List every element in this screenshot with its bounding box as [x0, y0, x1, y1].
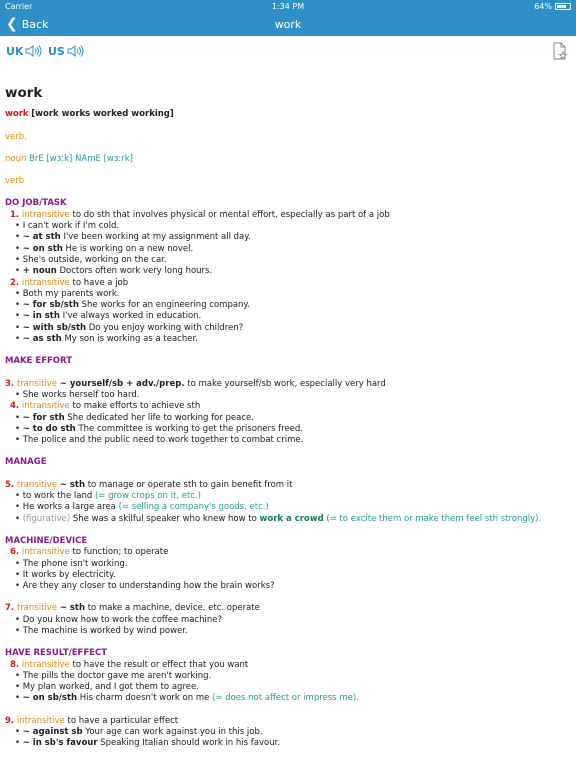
example-sentence	[5, 682, 571, 693]
definition-text: to have the result or effect that you want	[72, 659, 249, 670]
example-text: to work the land	[22, 491, 93, 502]
sense-definition	[5, 210, 571, 221]
pos-verb-label-2: verb	[5, 176, 25, 187]
definition-text: to manage or operate sth to gain benefit from it	[87, 479, 293, 490]
section-heading: HAVE RESULT/EFFECT	[5, 648, 108, 659]
sense-number: 6.	[10, 547, 20, 558]
status-bar	[0, 0, 576, 14]
example-text: The committee is working to get the prisoners freed.	[78, 423, 304, 434]
example-sentence	[5, 334, 571, 345]
speaker-icon	[25, 44, 43, 58]
sense-sections	[5, 198, 571, 749]
definition-text: to function; to operate	[72, 547, 169, 558]
grammar-pattern: ~ sth	[59, 603, 85, 614]
example-text: Your age can work against you in this job.	[85, 727, 263, 738]
example-sentence	[5, 424, 571, 435]
battery-indicator	[534, 2, 571, 11]
grammar-pattern: ~ yourself/sb + adv./prep.	[59, 378, 185, 389]
collocation-pattern: ~ in sb's favour	[22, 738, 98, 749]
sense-number: 5.	[5, 479, 15, 490]
speaker-icon	[67, 44, 85, 58]
example-text: It works by electricity.	[22, 569, 116, 580]
battery-fill	[557, 5, 566, 8]
sense-definition	[5, 401, 571, 412]
collocation-pattern: ~ at sth	[22, 232, 61, 243]
grammar-label: transitive	[16, 479, 58, 490]
word-forms	[5, 109, 571, 120]
example-sentence	[5, 300, 571, 311]
example-sentence	[5, 289, 571, 300]
example-sentence	[5, 435, 571, 446]
grammar-label: intransitive	[21, 547, 70, 558]
uk-label: UK	[6, 44, 24, 58]
collocation-pattern: ~ as sth	[22, 334, 62, 345]
grammar-label: intransitive	[21, 659, 70, 670]
collocation-pattern: ~ against sb	[22, 727, 83, 738]
example-text: I can't work if I'm cold.	[22, 221, 120, 232]
collocation-pattern: ~ on sth	[22, 243, 63, 254]
example-sentence	[5, 491, 571, 502]
chevron-left-icon: ❮	[6, 16, 18, 32]
us-label: US	[48, 44, 65, 58]
noun-pronunciation	[5, 154, 571, 165]
example-sentence	[5, 255, 571, 266]
example-text: She dedicated her life to working for peace.	[67, 412, 254, 423]
gloss-text: (= to excite them or make them feel sth strongly).	[326, 513, 542, 524]
section	[5, 457, 571, 524]
sense-definition	[5, 603, 571, 614]
example-sentence	[5, 244, 571, 255]
sense-definition	[5, 547, 571, 558]
sense-definition	[5, 278, 571, 289]
sense-number: 7.	[5, 603, 15, 614]
definition-text: to make efforts to achieve sth	[72, 401, 201, 412]
example-sentence	[5, 615, 571, 626]
example-sentence	[5, 671, 571, 682]
example-sentence	[5, 232, 571, 243]
definition-text: to do sth that involves physical or mental effort, especially as part of a job	[72, 209, 390, 220]
example-text: The phone isn't working.	[22, 558, 128, 569]
example-sentence	[5, 390, 571, 401]
page-title: work	[274, 18, 302, 31]
noun-phonetic: BrE [wɜːk] NAmE [wɜːrk]	[29, 153, 133, 164]
example-text: I've been working at my assignment all day.	[63, 232, 251, 243]
idiom-phrase: work a crowd	[259, 513, 324, 524]
grammar-pattern: ~ sth	[59, 479, 85, 490]
grammar-label: intransitive	[21, 277, 70, 288]
sense-number: 9.	[5, 715, 15, 726]
example-text: Are they any closer to understanding how the brain works?	[22, 581, 275, 592]
sense-definition	[5, 660, 571, 671]
collocation-pattern: + noun	[22, 266, 57, 277]
pronunciation-bar	[0, 36, 576, 66]
entry-content	[0, 85, 576, 750]
battery-icon	[555, 3, 571, 10]
example-sentence	[5, 323, 571, 334]
sense-definition	[5, 480, 571, 491]
gloss-text: (= selling a company's goods, etc.)	[118, 502, 269, 513]
clock: 1:34 PM	[271, 2, 305, 11]
sense-definition	[5, 379, 571, 390]
register-label: (figurative)	[22, 513, 71, 524]
section	[5, 648, 571, 749]
collocation-pattern: ~ on sb/sth	[22, 693, 78, 704]
document-star-button[interactable]	[552, 42, 568, 64]
section	[5, 198, 571, 345]
grammar-label: transitive	[16, 603, 58, 614]
example-text: The police and the public need to work together to combat crime.	[22, 435, 304, 446]
collocation-pattern: ~ in sth	[22, 311, 60, 322]
section	[5, 356, 571, 446]
pos-verb-label: verb,	[5, 131, 27, 142]
example-sentence	[5, 502, 571, 513]
sense-number: 4.	[10, 401, 20, 412]
definition-text: to have a job	[72, 277, 129, 288]
definition-text: to make a machine, device, etc. operate	[87, 603, 260, 614]
example-sentence	[5, 514, 571, 525]
example-sentence	[5, 626, 571, 637]
example-text: Doctors often work very long hours.	[59, 266, 213, 277]
example-text: Both my parents work.	[22, 288, 120, 299]
example-text: The machine is worked by wind power.	[22, 625, 188, 636]
sense-number: 8.	[10, 659, 20, 670]
example-text: She was a skilful speaker who knew how to	[72, 513, 257, 524]
example-sentence	[5, 221, 571, 232]
example-text: My plan worked, and I got them to agree.	[22, 682, 199, 693]
sense-number: 3.	[5, 378, 15, 389]
carrier-label: Carrier	[5, 2, 33, 11]
example-sentence	[5, 570, 571, 581]
section-heading: DO JOB/TASK	[5, 198, 67, 209]
uk-pronunciation-button[interactable]	[6, 44, 43, 58]
forms-list: [work works worked working]	[31, 109, 174, 120]
example-text: Speaking Italian should work in his favour.	[100, 738, 281, 749]
section-heading: MANAGE	[5, 457, 47, 468]
collocation-pattern: ~ to do sth	[22, 423, 76, 434]
sense-number: 1.	[10, 209, 20, 220]
example-text: His charm doesn't work on me	[79, 693, 210, 704]
example-text: My son is working as a teacher.	[64, 334, 198, 345]
example-sentence	[5, 738, 571, 749]
navigation-bar	[0, 14, 576, 36]
collocation-pattern: ~ for sb/sth	[22, 300, 79, 311]
sense-number: 2.	[10, 277, 20, 288]
collocation-pattern: ~ with sb/sth	[22, 322, 87, 333]
example-sentence	[5, 581, 571, 592]
example-text: He works a large area	[22, 502, 116, 513]
headword: work	[5, 85, 43, 101]
example-sentence	[5, 727, 571, 738]
grammar-label: transitive	[16, 378, 58, 389]
gloss-text: (= does not affect or impress me).	[212, 693, 359, 704]
example-sentence	[5, 559, 571, 570]
document-star-icon	[552, 42, 568, 60]
example-text: He is working on a new novel.	[65, 243, 194, 254]
section	[5, 536, 571, 637]
example-text: Do you enjoy working with children?	[88, 322, 244, 333]
grammar-label: intransitive	[21, 209, 70, 220]
definition-text: to have a particular effect	[67, 715, 179, 726]
example-text: She works for an engineering company.	[81, 300, 250, 311]
battery-percent: 64%	[534, 2, 552, 11]
example-sentence	[5, 413, 571, 424]
example-sentence	[5, 693, 571, 704]
example-text: She works herself too hard.	[22, 389, 140, 400]
forms-word: work	[5, 109, 29, 120]
collocation-pattern: ~ for sth	[22, 412, 65, 423]
example-text: The pills the doctor gave me aren't working.	[22, 670, 212, 681]
section-heading: MAKE EFFORT	[5, 356, 72, 367]
example-sentence	[5, 311, 571, 322]
grammar-label: intransitive	[21, 401, 70, 412]
example-text: Do you know how to work the coffee machine?	[22, 614, 222, 625]
back-label: Back	[21, 17, 49, 31]
us-pronunciation-button[interactable]	[48, 44, 85, 58]
gloss-text: (= grow crops on it, etc.)	[94, 491, 201, 502]
example-sentence	[5, 266, 571, 277]
grammar-label: intransitive	[16, 715, 65, 726]
pos-noun-label: noun	[5, 153, 27, 164]
sense-definition	[5, 716, 571, 727]
example-text: I've always worked in education.	[62, 311, 202, 322]
section-heading: MACHINE/DEVICE	[5, 535, 88, 546]
example-text: She's outside, working on the car.	[22, 254, 167, 265]
definition-text: to make yourself/sb work, especially very hard	[187, 378, 386, 389]
